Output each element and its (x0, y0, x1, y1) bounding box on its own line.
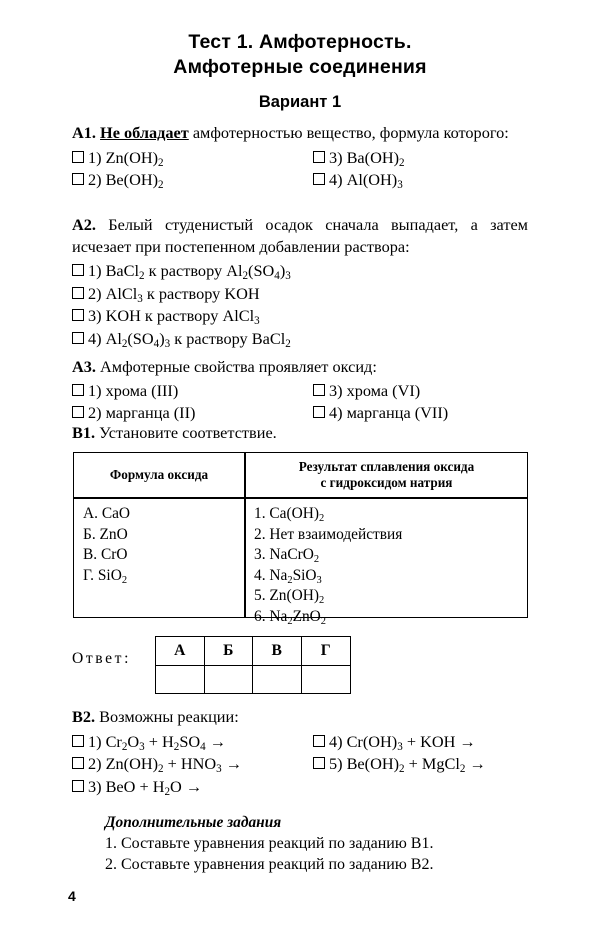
page-title (0, 30, 600, 113)
checkbox-icon[interactable] (72, 332, 84, 344)
b2-option-5-num: 5) (329, 754, 343, 773)
b2-option-2-formula: $Zn(OH)_2 + HNO_3$ → (105, 754, 243, 776)
b2-option-1-num: 1) (88, 731, 102, 751)
a1-text: амфотерностью вещество, формула которого: (188, 123, 509, 142)
b1-right-item-5: 5. $Zn(OH)_2$ (254, 587, 325, 606)
b2-option-1-formula: $Cr_2O_3 + H_2SO_4$ → (105, 731, 227, 753)
checkbox-icon[interactable] (313, 384, 325, 396)
answer-section (72, 636, 372, 696)
question-a3 (72, 356, 528, 425)
a1-option-2-num: 2) (88, 170, 102, 189)
a3-option-4-num: 4) (329, 403, 343, 422)
a2-option-4-formula: $Al_2(SO_4)_3$ к раствору BaCl$_2$ (105, 328, 291, 350)
a3-option-1[interactable] (72, 380, 313, 403)
extra-task-1: 1. Составьте уравнения реакций по заданию B1. (105, 835, 434, 852)
a2-option-4-num: 4) (88, 328, 102, 348)
checkbox-icon[interactable] (313, 151, 325, 163)
answer-header-b: Б (205, 637, 254, 666)
b2-prompt (72, 706, 528, 728)
checkbox-icon[interactable] (72, 173, 84, 185)
a2-label: A2. (72, 215, 96, 234)
b1-header-right-line1: Результат сплавления оксида (298, 459, 475, 474)
extra-tasks-section (105, 813, 525, 875)
answer-header-v: В (253, 637, 302, 666)
a1-option-1-formula: $Zn(OH)_2$ (105, 147, 164, 169)
answer-grid (155, 636, 351, 694)
checkbox-icon[interactable] (72, 151, 84, 163)
checkbox-icon[interactable] (313, 735, 325, 747)
a1-options-left (72, 147, 313, 192)
answer-header-g: Г (302, 637, 351, 666)
b2-options-right (313, 731, 528, 776)
a3-text: Амфотерные свойства проявляет оксид: (100, 357, 377, 376)
a1-option-1-num: 1) (88, 147, 102, 167)
a2-options (72, 260, 528, 350)
b1-label: B1. (72, 423, 96, 442)
a1-options (72, 147, 528, 192)
b2-text: Возможны реакции: (99, 707, 239, 726)
a1-label: A1. (72, 123, 96, 142)
checkbox-icon[interactable] (72, 757, 84, 769)
a2-option-2-num: 2) (88, 283, 102, 303)
a2-option-4[interactable] (72, 328, 528, 351)
checkbox-icon[interactable] (72, 780, 84, 792)
checkbox-icon[interactable] (72, 264, 84, 276)
question-b2 (72, 706, 528, 798)
b2-label: B2. (72, 707, 96, 726)
a2-text: Белый студенистый осадок сначала выпадает, а затем исчезает при постепенном добавлении раствора: (72, 215, 528, 256)
answer-cell-v[interactable] (253, 666, 302, 693)
b2-option-5-formula: $Be(OH)_2$ + MgCl$_2$ → (346, 754, 486, 776)
b2-option-2[interactable] (72, 753, 313, 776)
answer-cell-b[interactable] (205, 666, 254, 693)
b1-right-item-3: 3. NaCrO$_2$ (254, 546, 320, 565)
checkbox-icon[interactable] (72, 735, 84, 747)
b1-left-item-a: А. CaO (83, 505, 131, 522)
b1-matching-table (73, 452, 528, 627)
a3-option-4-formula: марганца (VII) (346, 403, 449, 422)
b1-right-column (245, 499, 528, 627)
b2-option-3-formula: BeO + $H_2O$ → (105, 776, 203, 798)
b1-right-item-1: 1. $Ca(OH)_2$ (254, 505, 325, 524)
checkbox-icon[interactable] (72, 384, 84, 396)
b1-left-column (74, 499, 244, 586)
b2-option-1[interactable] (72, 731, 313, 754)
a1-options-right (313, 147, 528, 192)
b1-left-item-g: Г. SiO$_2$ (83, 566, 128, 586)
a3-option-1-num: 1) (88, 380, 102, 400)
b1-right-item-2: 2. Нет взаимодействия (254, 525, 403, 543)
question-b1 (72, 422, 528, 444)
b1-right-item-4: 4. $Na_2SiO_3$ (254, 566, 322, 586)
b2-option-4-num: 4) (329, 731, 343, 751)
a1-option-3-formula: $Ba(OH)_2$ (346, 147, 405, 169)
title-line-1: Тест 1. Амфотерность. (188, 31, 412, 53)
answer-cell-a[interactable] (156, 666, 205, 693)
a3-options-left (72, 380, 313, 425)
answer-cell-g[interactable] (302, 666, 351, 693)
a1-emphasis: Не обладает (100, 123, 189, 142)
b1-left-item-v: В. CrO (83, 546, 128, 563)
a3-option-3[interactable] (313, 380, 528, 403)
a3-option-1-formula: хрома (III) (105, 380, 179, 400)
extra-tasks-title: Дополнительные задания (105, 814, 282, 831)
a1-option-2-formula: $Be(OH)_2$ (105, 170, 164, 192)
b1-header-right (245, 453, 528, 497)
a3-option-2-formula: марганца (II) (105, 403, 196, 422)
checkbox-icon[interactable] (72, 287, 84, 299)
b1-right-item-6: 6. $Na_2ZnO_2$ (254, 607, 327, 627)
a2-option-1-formula: BaCl$_2$ к раствору $Al_2(SO_4)_3$ (105, 261, 291, 283)
question-a1 (72, 122, 528, 192)
b2-option-5[interactable] (313, 753, 528, 776)
a2-option-1-num: 1) (88, 261, 102, 280)
b2-option-4-formula: $Cr(OH)_3$ + KOH → (346, 731, 476, 753)
a1-option-4-formula: $Al(OH)_3$ (346, 170, 403, 192)
checkbox-icon[interactable] (313, 757, 325, 769)
page-number: 4 (68, 888, 76, 904)
b2-option-3-num: 3) (88, 776, 102, 796)
a1-option-3-num: 3) (329, 147, 343, 167)
question-a2 (72, 214, 528, 350)
a1-option-4[interactable] (313, 169, 528, 192)
a2-option-2[interactable] (72, 283, 528, 306)
b1-text: Установите соответствие. (99, 423, 277, 442)
a3-option-2-num: 2) (88, 403, 102, 422)
b1-prompt (72, 422, 528, 444)
variant-label: Вариант 1 (258, 93, 342, 111)
a3-options-right (313, 380, 528, 425)
a3-prompt (72, 356, 528, 378)
b2-options-left (72, 731, 313, 799)
a1-prompt (72, 122, 528, 144)
a1-option-3[interactable] (313, 147, 528, 170)
b2-option-3[interactable] (72, 776, 313, 799)
a1-option-4-num: 4) (329, 170, 343, 189)
a2-option-3-formula: KOH к раствору AlCl$_3$ (105, 306, 260, 328)
a3-option-3-formula: хрома (VI) (346, 380, 421, 400)
a2-option-1[interactable] (72, 260, 528, 283)
answer-label: Ответ: (72, 650, 132, 667)
a2-prompt (72, 214, 528, 257)
extra-task-2: 2. Составьте уравнения реакций по заданию B2. (105, 856, 434, 873)
a2-option-2-formula: AlCl$_3$ к раствору KOH (105, 283, 260, 305)
checkbox-icon[interactable] (313, 406, 325, 418)
answer-header-a: А (156, 637, 205, 666)
b2-option-2-num: 2) (88, 754, 102, 773)
a2-option-3-num: 3) (88, 306, 102, 325)
a1-option-2[interactable] (72, 169, 313, 192)
a3-label: A3. (72, 357, 96, 376)
checkbox-icon[interactable] (313, 173, 325, 185)
b1-header-right-line2: с гидроксидом натрия (320, 475, 453, 490)
b2-options (72, 731, 528, 799)
b1-left-item-b: Б. ZnO (83, 525, 128, 543)
checkbox-icon[interactable] (72, 406, 84, 418)
title-line-2: Амфотерные соединения (173, 56, 427, 78)
a3-options (72, 380, 528, 425)
b1-header-left: Формула оксида (109, 467, 209, 482)
a3-option-3-num: 3) (329, 380, 343, 400)
b2-option-4[interactable] (313, 731, 528, 754)
a1-option-1[interactable] (72, 147, 313, 170)
a2-option-3[interactable] (72, 305, 528, 328)
checkbox-icon[interactable] (72, 309, 84, 321)
